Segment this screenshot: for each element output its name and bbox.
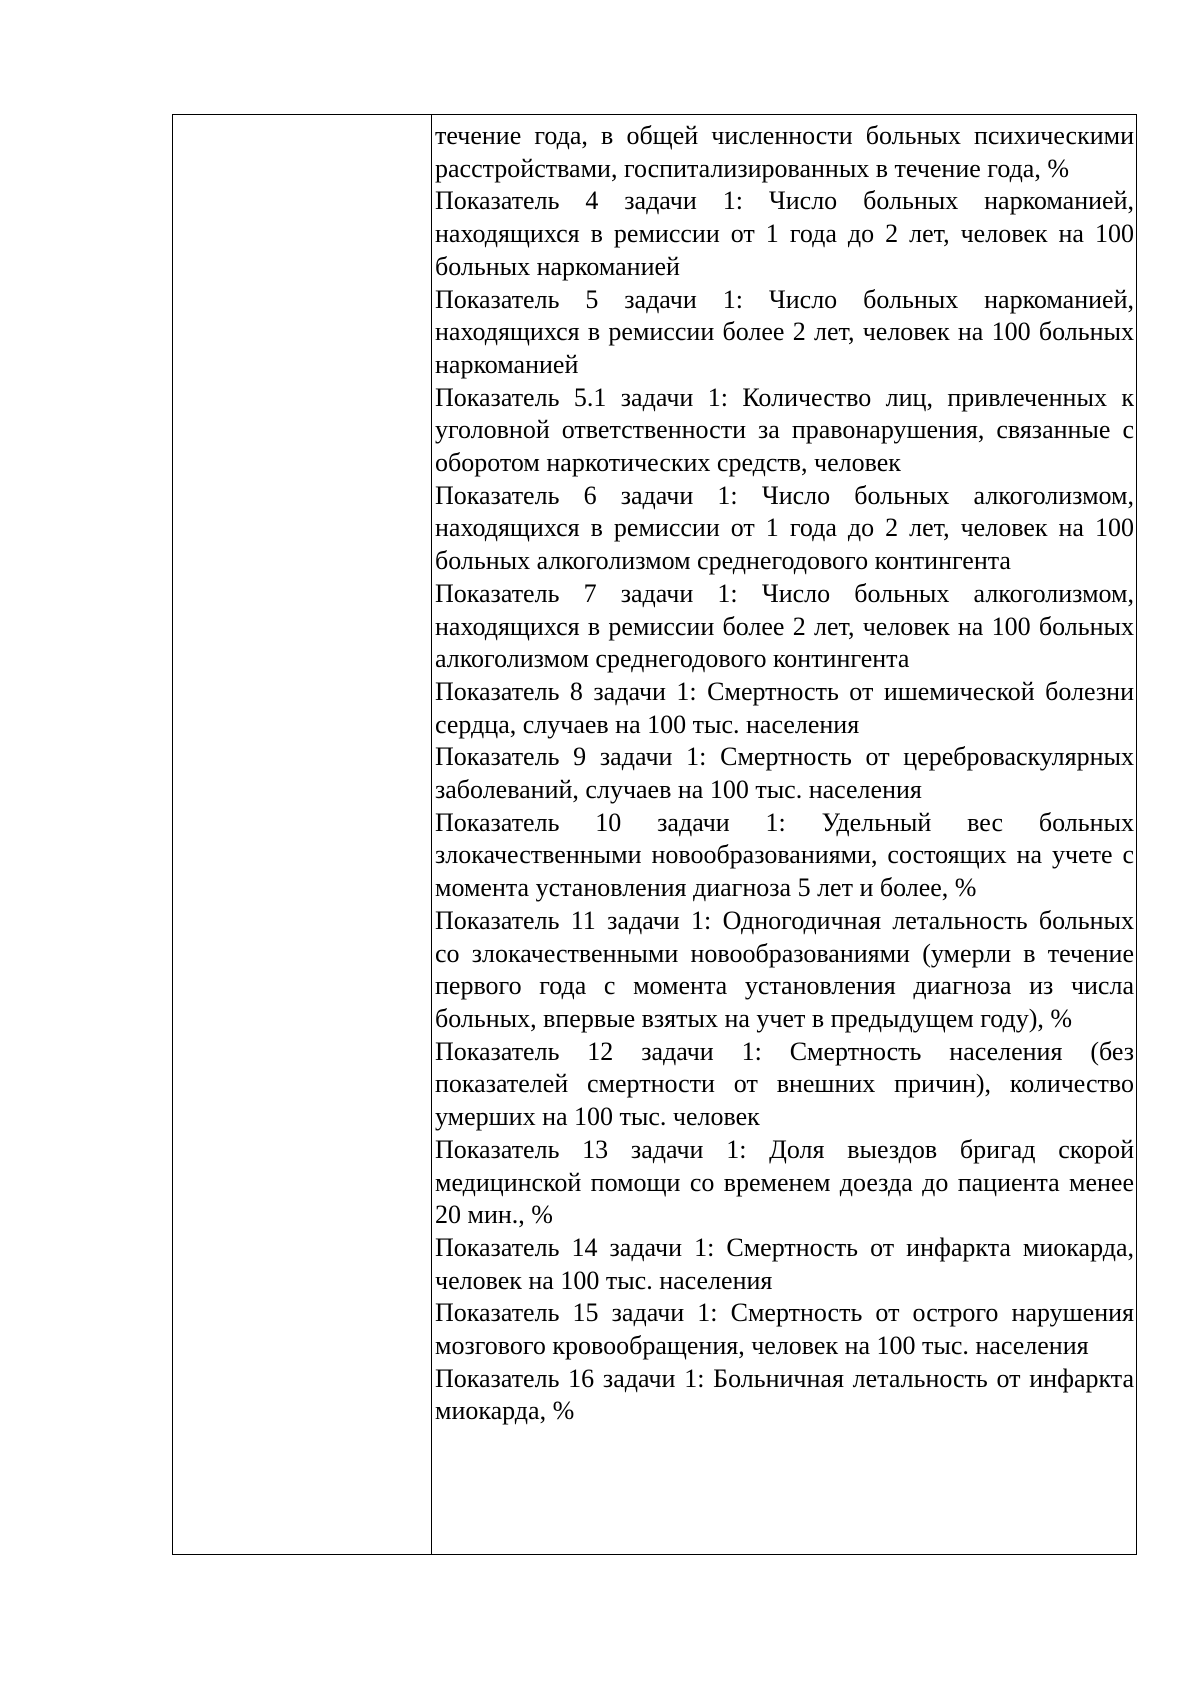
indicator-paragraph: Показатель 12 задачи 1: Смертность населения (без показателей смертности от внешних причин), количество умерших на 100 тыс. человек — [435, 1036, 1134, 1132]
indicator-paragraph: Показатель 13 задачи 1: Доля выездов бригад скорой медицинской помощи со временем доезда до пациента менее 20 мин., % — [435, 1134, 1134, 1230]
indicator-paragraph: Показатель 7 задачи 1: Число больных алкоголизмом, находящихся в ремиссии более 2 лет, человек на 100 больных алкоголизмом среднегодового контингента — [435, 578, 1134, 674]
indicator-paragraph: Показатель 9 задачи 1: Смертность от цереброваскулярных заболеваний, случаев на 100 тыс. населения — [435, 742, 1134, 805]
indicator-paragraph: Показатель 8 задачи 1: Смертность от ишемической болезни сердца, случаев на 100 тыс. населения — [435, 676, 1134, 739]
indicator-paragraph: течение года, в общей численности больных психическими расстройствами, госпитализированных в течение года, % — [435, 121, 1134, 183]
indicator-paragraph: Показатель 11 задачи 1: Одногодичная летальность больных со злокачественными новообразованиями (умерли в течение первого года с момента установления диагноза из числа больных, впервые взятых на учет в предыдущем году), % — [435, 905, 1134, 1033]
indicator-paragraph: Показатель 4 задачи 1: Число больных наркоманией, находящихся в ремиссии от 1 года до 2 лет, человек на 100 больных наркоманией — [435, 186, 1134, 281]
indicator-paragraph: Показатель 10 задачи 1: Удельный вес больных злокачественными новообразованиями, состоящих на учете с момента установления диагноза 5 лет и более, % — [435, 807, 1134, 903]
indicator-paragraph: Показатель 5.1 задачи 1: Количество лиц, привлеченных к уголовной ответственности за правонарушения, связанные с оборотом наркотических средств, человек — [435, 382, 1134, 478]
indicator-paragraph: Показатель 6 задачи 1: Число больных алкоголизмом, находящихся в ремиссии от 1 года до 2 лет, человек на 100 больных алкоголизмом среднегодового контингента — [435, 480, 1134, 576]
table-right-cell — [432, 115, 1136, 1554]
indicator-table — [172, 114, 1137, 1555]
indicator-paragraph: Показатель 5 задачи 1: Число больных наркоманией, находящихся в ремиссии более 2 лет, человек на 100 больных наркоманией — [435, 284, 1134, 379]
indicator-paragraph: Показатель 16 задачи 1: Больничная летальность от инфаркта миокарда, % — [435, 1363, 1134, 1426]
table-left-cell — [173, 115, 432, 1554]
indicator-paragraph: Показатель 14 задачи 1: Смертность от инфаркта миокарда, человек на 100 тыс. населения — [435, 1232, 1134, 1295]
indicator-paragraph: Показатель 15 задачи 1: Смертность от острого нарушения мозгового кровообращения, человек на 100 тыс. населения — [435, 1298, 1134, 1361]
